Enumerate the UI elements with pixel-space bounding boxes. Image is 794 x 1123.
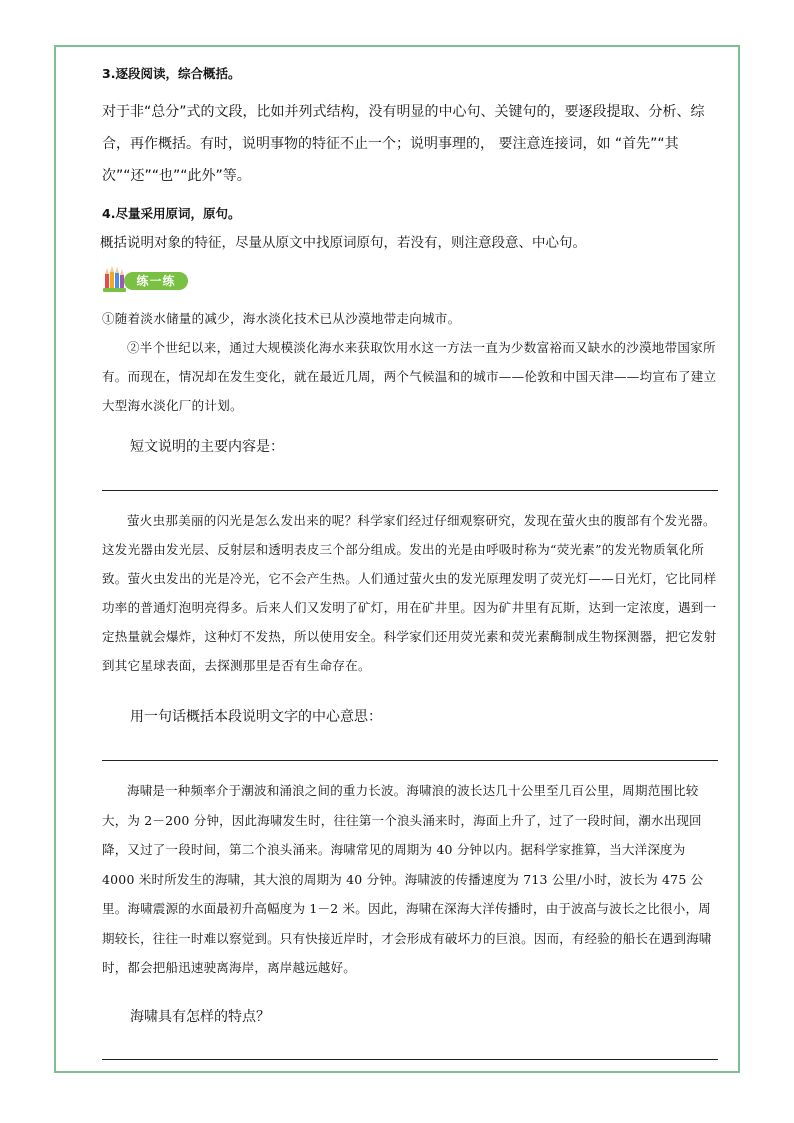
practice-badge-label: 练一练 bbox=[136, 274, 176, 288]
exercise-1-item-2: ②半个世纪以来，通过大规模淡化海水来获取饮用水这一方法一直为少数富裕而又缺水的沙漠地带国家所有。而现在，情况却在发生变化，就在最近几周，两个气候温和的城市——伦敦和中国天津——均宣布了建立大型海水淡化厂的计划。 bbox=[102, 340, 717, 413]
exercise-2-passage: 萤火虫那美丽的闪光是怎么发出来的呢？科学家们经过仔细观察研究，发现在萤火虫的腹部有个发光器。这发光器由发光层、反射层和透明表皮三个部分组成。发出的光是由呼吸时称为“荧光素”的发光物质氧化所致。萤火虫发出的光是冷光，它不会产生热。人们通过萤火虫的发光原理发明了荧光灯——日光灯，它比同样功率的普通灯泡明亮得多。后来人们又发明了矿灯，用在矿井里。因为矿井里有瓦斯，达到一定浓度，遇到一定热量就会爆炸，这种灯不发热，所以使用安全。科学家们还用荧光素和荧光素酶制成生物探测器，把它发射到其它星球表面，去探测那里是否有生命存在。 bbox=[102, 513, 717, 673]
practice-badge bbox=[102, 264, 192, 294]
exercise-2-answer-line[interactable] bbox=[102, 760, 718, 761]
exercise-2-question: 用一句话概括本段说明文字的中心意思： bbox=[130, 709, 382, 725]
section-3-body: 对于非“总分”式的文段，比如并列式结构，没有明显的中心句、关键句的，要逐段提取、分析、综合，再作概括。有时，说明事物的特征不止一个；说明事理的， 要注意连接词，如 “首先”“其次”“还”“也”“此外”等。 bbox=[102, 104, 705, 184]
section-3-heading: 3.逐段阅读，综合概括。 bbox=[102, 66, 241, 81]
section-4-body: 概括说明对象的特征，尽量从原文中找原词原句，若没有，则注意段意、中心句。 bbox=[100, 235, 586, 251]
exercise-1-answer-line[interactable] bbox=[102, 490, 718, 491]
exercise-3-question: 海啸具有怎样的特点？ bbox=[130, 1009, 270, 1025]
exercise-1-question: 短文说明的主要内容是： bbox=[130, 439, 284, 455]
exercise-3-passage: 海啸是一种频率介于潮波和涌浪之间的重力长波。海啸浪的波长达几十公里至几百公里，周期范围比较大，为 2－200 分钟，因此海啸发生时，往往第一个浪头涌来时，海面上升了，过了一段时间，潮水出现回降，又过了一段时间，第二个浪头涌来。海啸常见的周期为 40 分钟以内。据科学家推算，当大洋深度为 4000 米时所发生的海啸，其大浪的周期为 40 分钟。海啸波的传播速度为 713 公里/小时，波长为 475 公里。海啸震源的水面最初升高幅度为 1－2 米。因此，海啸在深海大洋传播时，由于波高与波长之比很小，周期较长，往往一时难以察觉到。只有快接近岸时，才会形成有破坏力的巨浪。因而，有经验的船长在遇到海啸时，都会把船迅速驶离海岸，离岸越远越好。 bbox=[102, 783, 712, 975]
exercise-1-item-1: ①随着淡水储量的减少，海水淡化技术已从沙漠地带走向城市。 bbox=[102, 311, 461, 326]
section-4-heading: 4.尽量采用原词，原句。 bbox=[102, 206, 241, 221]
exercise-3-answer-line[interactable] bbox=[102, 1059, 718, 1060]
